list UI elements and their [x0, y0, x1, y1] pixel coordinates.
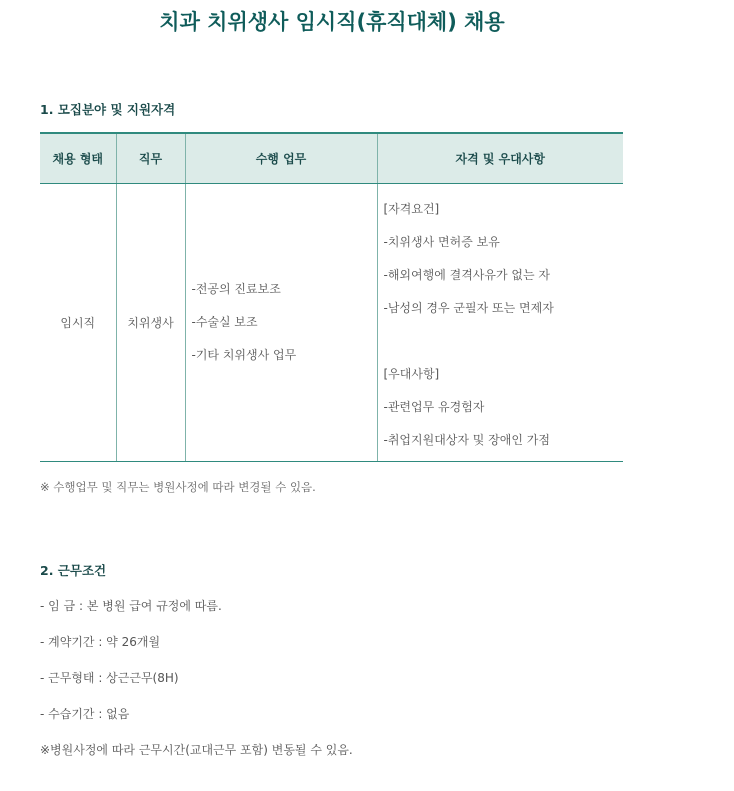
duties-change-note: ※ 수행업무 및 직무는 병원사정에 따라 변경될 수 있음. [40, 480, 316, 494]
preference-item: -관련업무 유경험자 [383, 400, 485, 414]
condition-contract-period: - 계약기간 : 약 26개월 [40, 635, 161, 649]
recruitment-table [40, 132, 623, 462]
duty-item: -기타 치위생사 업무 [191, 348, 297, 362]
preference-item: -취업지원대상자 및 장애인 가점 [383, 433, 550, 447]
condition-salary: - 임 금 : 본 병원 급여 규정에 따름. [40, 599, 222, 613]
employment-type-cell: 임시직 [40, 184, 116, 462]
condition-work-type: - 근무형태 : 상근근무(8H) [40, 671, 179, 685]
table-row [40, 184, 623, 462]
page-title: 치과 치위생사 임시직(휴직대체) 채용 [159, 10, 505, 34]
working-hours-note: ※병원사정에 따라 근무시간(교대근무 포함) 변동될 수 있음. [40, 743, 353, 757]
duty-item: -수술실 보조 [191, 315, 258, 329]
table-header-duties: 수행 업무 [185, 133, 377, 184]
job-cell: 치위생사 [116, 184, 185, 462]
requirements-title: [자격요건] [383, 202, 440, 216]
table-header-type: 채용 형태 [40, 133, 116, 184]
duties-cell [185, 184, 377, 462]
section-heading-conditions: 2. 근무조건 [40, 563, 107, 578]
table-header-qualifications: 자격 및 우대사항 [377, 133, 623, 184]
preferences-title: [우대사항] [383, 367, 440, 381]
condition-probation: - 수습기간 : 없음 [40, 707, 130, 721]
duty-item: -전공의 진료보조 [191, 282, 281, 296]
requirement-item: -치위생사 면허증 보유 [383, 235, 500, 249]
requirement-item: -남성의 경우 군필자 또는 면제자 [383, 301, 554, 315]
section-heading-recruitment: 1. 모집분야 및 지원자격 [40, 102, 176, 117]
qualifications-cell [377, 184, 623, 462]
table-header-job: 직무 [116, 133, 185, 184]
table-header-row [40, 133, 623, 184]
requirement-item: -해외여행에 결격사유가 없는 자 [383, 268, 550, 282]
